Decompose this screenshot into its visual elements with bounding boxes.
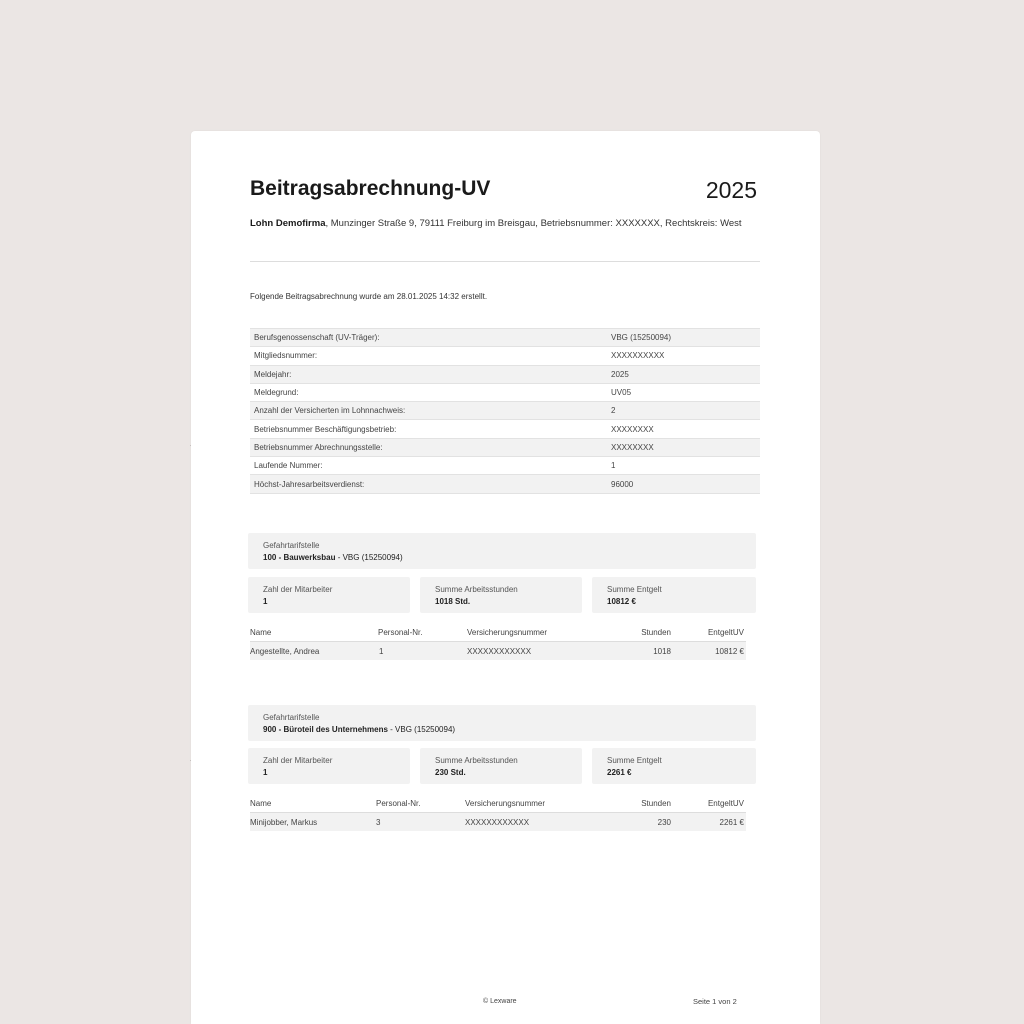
stunden-label: Summe Arbeitsstunden [435,756,518,765]
document-year: 2025 [705,177,757,203]
info-row [250,420,760,438]
info-table [250,328,760,494]
cell-vsnr: XXXXXXXXXXXX [467,647,532,656]
tarif-value [263,725,455,734]
mitarbeiter-count: 1 [263,768,268,777]
info-value: 1 [611,461,616,471]
tarif-box-100 [248,533,756,569]
col-name: Name [250,799,272,808]
table-row [250,813,746,831]
col-personal: Personal-Nr. [378,628,423,637]
info-value: VBG (15250094) [611,333,672,343]
stunden-value [435,768,466,777]
col-personal: Personal-Nr. [376,799,421,808]
cell-vsnr: XXXXXXXXXXXX [465,818,530,827]
info-row [250,402,760,420]
entgelt-box [592,577,756,613]
stunden-value [435,597,470,606]
col-name: Name [250,628,272,637]
tarif-label: Gefahrtarifstelle [263,541,320,550]
tarif-name: 100 - Bauwerksbau [263,553,336,562]
entgelt-sum: 10812 € [607,597,636,606]
mitarbeiter-count: 1 [263,597,268,606]
info-value: 2 [611,406,616,416]
intro-text: Folgende Beitragsabrechnung wurde am 28.01.2025 14:32 erstellt. [250,292,488,301]
employee-table-100 [250,623,746,660]
col-vsnr: Versicherungsnummer [465,799,546,808]
entgelt-value [607,597,636,606]
cell-entgelt: 2261 € [719,818,744,827]
mitarbeiter-label: Zahl der Mitarbeiter [263,585,333,594]
mitarbeiter-value [263,768,267,777]
company-name: Lohn Demofirma [250,218,326,229]
company-line [250,216,762,231]
info-row [250,384,760,402]
tarif-label: Gefahrtarifstelle [263,713,320,722]
footer-page-number: Seite 1 von 2 [693,997,737,1006]
document-title: Beitragsabrechnung-UV [250,177,491,200]
tarif-box-900 [248,705,756,741]
table-header [250,794,746,813]
mitarbeiter-box [248,748,410,784]
info-label: Anzahl der Versicherten im Lohnnachweis: [254,406,406,416]
info-label: Laufende Nummer: [254,461,323,471]
info-label: Betriebsnummer Abrechnungsstelle: [254,442,383,452]
info-row [250,329,760,347]
info-label: Berufsgenossenschaft (UV-Träger): [254,333,380,343]
info-value: XXXXXXXX [611,424,654,434]
entgelt-sum: 2261 € [607,768,632,777]
cell-entgelt: 10812 € [715,647,744,656]
cell-stunden: 230 [657,818,671,827]
tarif-suffix: - VBG (15250094) [387,725,456,734]
cell-personal: 1 [379,647,384,656]
header-divider [250,261,760,262]
cell-stunden: 1018 [653,647,671,656]
tarif-value [263,553,403,562]
company-address: , Munzinger Straße 9, 79111 Freiburg im Breisgau, Betriebsnummer: XXXXXXX, Rechtskreis: West [325,218,742,229]
entgelt-label: Summe Entgelt [607,756,662,765]
info-value: XXXXXXXX [611,442,654,452]
document-page [191,131,820,1024]
stunden-sum: 1018 Std. [435,597,471,606]
col-stunden: Stunden [641,799,671,808]
stunden-box [420,748,582,784]
mitarbeiter-value [263,597,267,606]
info-value: UV05 [611,388,632,398]
entgelt-box [592,748,756,784]
info-row [250,457,760,475]
info-label: Höchst-Jahresarbeitsverdienst: [254,479,365,489]
cell-name: Angestellte, Andrea [250,647,320,656]
employee-table-900 [250,794,746,831]
entgelt-label: Summe Entgelt [607,585,662,594]
col-vsnr: Versicherungsnummer [467,628,548,637]
table-header [250,623,746,642]
table-row [250,642,746,660]
info-value: 96000 [611,479,634,489]
cell-personal: 3 [376,818,381,827]
col-entgelt: EntgeltUV [707,628,744,637]
info-label: Mitgliedsnummer: [254,351,318,361]
footer-copyright: © Lexware [483,998,517,1005]
stunden-label: Summe Arbeitsstunden [435,585,518,594]
stunden-sum: 230 Std. [435,768,466,777]
info-row [250,475,760,493]
tarif-name: 900 - Büroteil des Unternehmens [263,725,388,734]
info-label: Betriebsnummer Beschäftigungsbetrieb: [254,424,397,434]
col-entgelt: EntgeltUV [707,799,744,808]
entgelt-value [607,768,631,777]
info-label: Meldegrund: [254,388,299,398]
info-row [250,347,760,365]
info-value: 2025 [611,369,629,379]
info-label: Meldejahr: [254,369,292,379]
stunden-box [420,577,582,613]
cell-name: Minijobber, Markus [250,818,318,827]
info-row [250,439,760,457]
info-row [250,366,760,384]
mitarbeiter-label: Zahl der Mitarbeiter [263,756,333,765]
col-stunden: Stunden [641,628,671,637]
tarif-suffix: - VBG (15250094) [335,553,403,562]
info-value: XXXXXXXXXX [611,351,665,361]
mitarbeiter-box [248,577,410,613]
